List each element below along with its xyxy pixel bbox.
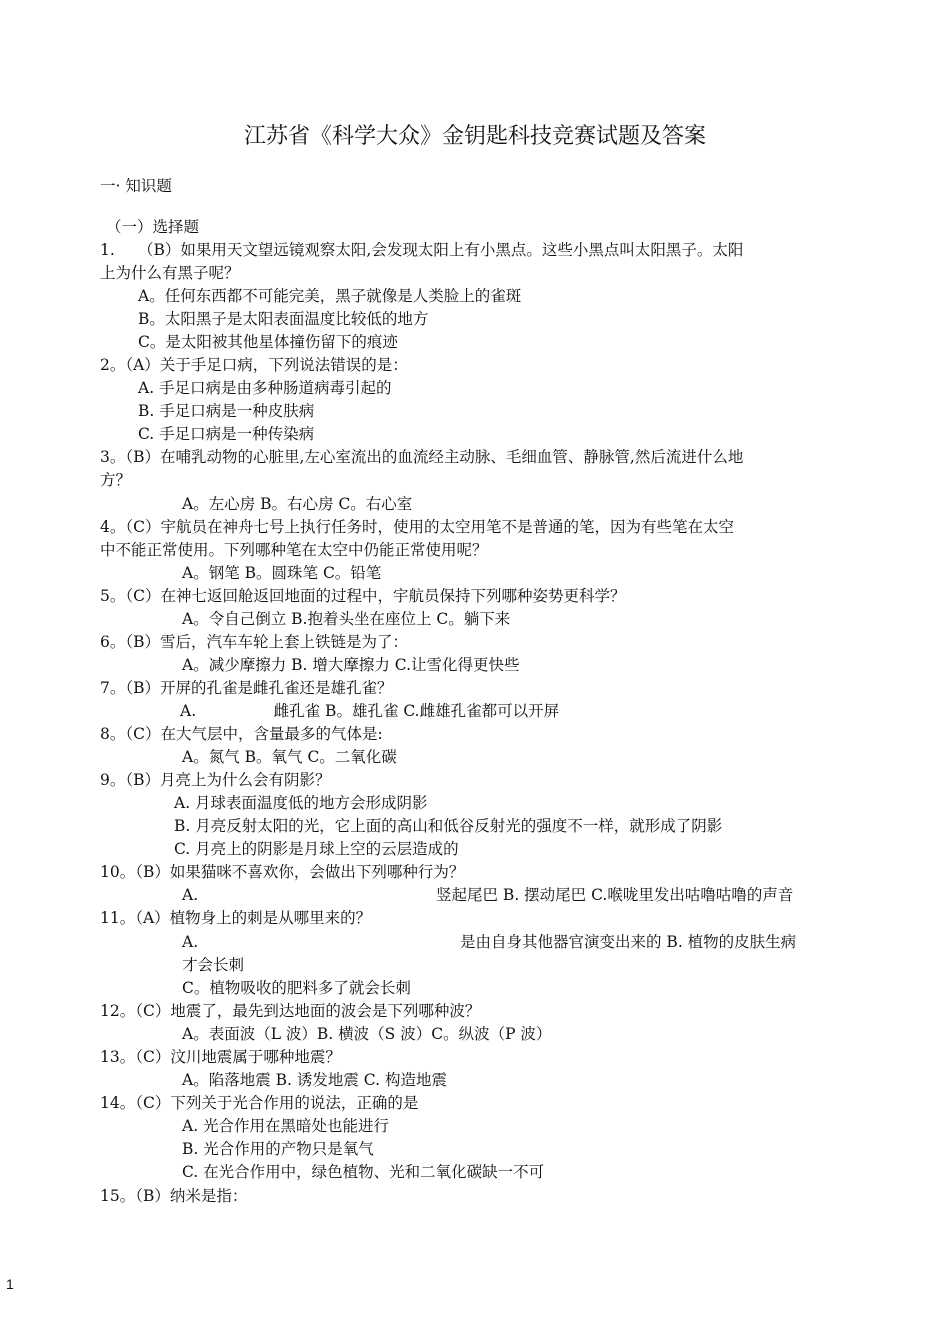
question-4-line-1: 4。（C）宇航员在神舟七号上执行任务时，使用的太空用笔不是普通的笔，因为有些笔在太空 — [100, 518, 734, 536]
document-title: 江苏省《科学大众》金钥匙科技竞赛试题及答案 — [243, 124, 706, 149]
question-11-options-line-2: 才会长刺 — [182, 956, 245, 974]
question-10: 10。（B）如果猫咪不喜欢你，会做出下列哪种行为？ — [100, 863, 465, 881]
question-7-options: A. 雌孔雀 B。雄孔雀 C.雌雄孔雀都可以开屏 — [180, 702, 560, 720]
question-8: 8。（C）在大气层中，含量最多的气体是: — [100, 725, 383, 743]
question-10-options: 竖起尾巴 B. 摆动尾巴 C.喉咙里发出咕噜咕噜的声音 — [436, 886, 794, 904]
page-number: 1 — [6, 1276, 14, 1292]
question-14-option-a: A. 光合作用在黑暗处也能进行 — [182, 1117, 390, 1135]
question-1-option-c: C。是太阳被其他星体撞伤留下的痕迹 — [138, 333, 398, 351]
question-2-option-b: B. 手足口病是一种皮肤病 — [138, 402, 315, 420]
question-12-options: A。表面波（L 波）B. 横波（S 波）C。纵波（P 波） — [182, 1025, 552, 1043]
question-3-line-1: 3。（B）在哺乳动物的心脏里,左心室流出的血流经主动脉、毛细血管、静脉管,然后流进什么地 — [100, 448, 744, 466]
question-9-option-b: B. 月亮反射太阳的光，它上面的高山和低谷反射光的强度不一样，就形成了阴影 — [174, 817, 723, 835]
question-12: 12。（C）地震了，最先到达地面的波会是下列哪种波？ — [100, 1002, 481, 1020]
question-9-option-a: A. 月球表面温度低的地方会形成阴影 — [174, 794, 428, 812]
question-5: 5。（C）在神七返回舱返回地面的过程中，宇航员保持下列哪种姿势更科学？ — [100, 587, 626, 605]
question-2-option-a: A. 手足口病是由多种肠道病毒引起的 — [138, 379, 392, 397]
question-11-option-c: C。植物吸收的肥料多了就会长刺 — [182, 979, 411, 997]
question-10-option-label: A. — [182, 886, 199, 904]
question-8-options: A。氮气 B。氧气 C。二氧化碳 — [182, 748, 397, 766]
question-1-line-2: 上为什么有黑子呢？ — [100, 264, 240, 282]
question-2: 2。（A）关于手足口病，下列说法错误的是： — [100, 356, 408, 374]
question-1-option-b: B。太阳黑子是太阳表面温度比较低的地方 — [138, 310, 429, 328]
question-1-option-a: A。任何东西都不可能完美，黑子就像是人类脸上的雀斑 — [138, 287, 522, 305]
question-9-option-c: C. 月亮上的阴影是月球上空的云层造成的 — [174, 840, 459, 858]
section-heading: 一· 知识题 — [100, 177, 172, 195]
question-7: 7。（B）开屏的孔雀是雌孔雀还是雄孔雀？ — [100, 679, 393, 697]
question-11-option-label: A. — [182, 933, 199, 951]
question-14-option-c: C. 在光合作用中，绿色植物、光和二氧化碳缺一不可 — [182, 1163, 545, 1181]
question-11-options-line-1: 是由自身其他器官演变出来的 B. 植物的皮肤生病 — [460, 933, 797, 951]
question-2-option-c: C. 手足口病是一种传染病 — [138, 425, 315, 443]
question-11: 11。（A）植物身上的刺是从哪里来的？ — [100, 909, 372, 927]
question-13: 13。（C）汶川地震属于哪种地震？ — [100, 1048, 341, 1066]
question-6: 6。（B）雪后，汽车车轮上套上铁链是为了： — [100, 633, 409, 651]
question-5-options: A。令自己倒立 B.抱着头坐在座位上 C。躺下来 — [182, 610, 511, 628]
question-13-options: A。陷落地震 B. 诱发地震 C. 构造地震 — [182, 1071, 447, 1089]
question-6-options: A。减少摩擦力 B. 增大摩擦力 C.让雪化得更快些 — [182, 656, 520, 674]
question-3-line-2: 方？ — [100, 471, 132, 489]
subsection-heading: （一）选择题 — [106, 218, 200, 236]
question-14-option-b: B. 光合作用的产物只是氧气 — [182, 1140, 374, 1158]
question-4-line-2: 中不能正常使用。下列哪种笔在太空中仍能正常使用呢？ — [100, 541, 488, 559]
question-14: 14。（C）下列关于光合作用的说法，正确的是 — [100, 1094, 419, 1112]
question-1-line-1: 1. （B）如果用天文望远镜观察太阳,会发现太阳上有小黑点。这些小黑点叫太阳黑子。太阳 — [100, 241, 744, 259]
question-15: 15。（B）纳米是指： — [100, 1187, 248, 1205]
question-9: 9。（B）月亮上为什么会有阴影？ — [100, 771, 331, 789]
question-4-options: A。钢笔 B。圆珠笔 C。铅笔 — [182, 564, 382, 582]
question-3-options: A。左心房 B。右心房 C。右心室 — [182, 495, 413, 513]
